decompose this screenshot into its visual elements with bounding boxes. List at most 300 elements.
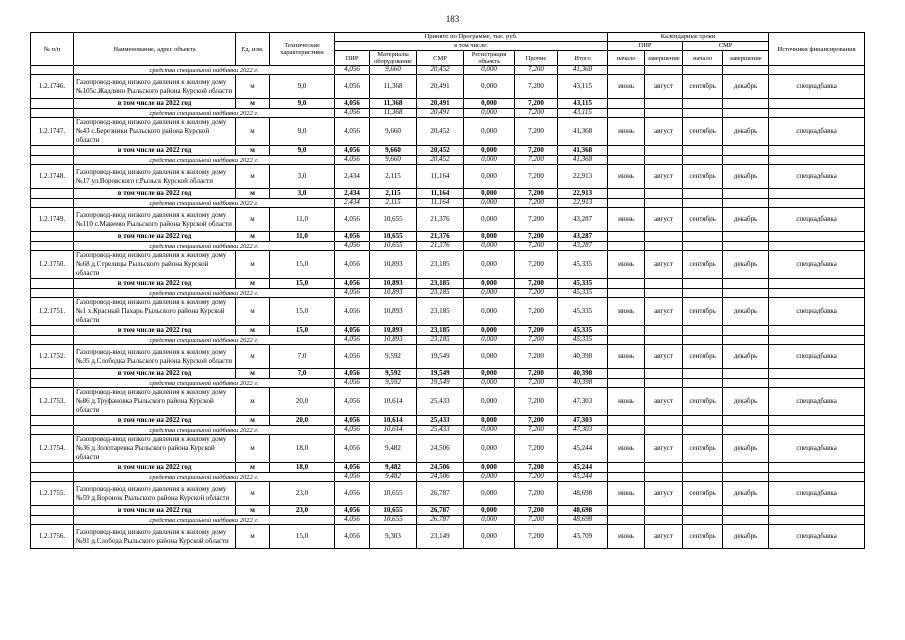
fund-smr: 20,452 bbox=[417, 156, 464, 165]
row-smr: 11,164 bbox=[417, 165, 464, 189]
total-empty-cell bbox=[769, 506, 865, 516]
total-empty-cell bbox=[723, 463, 769, 473]
row-smr-end: декабрь bbox=[723, 118, 769, 146]
total-label: в том числе на 2022 год bbox=[74, 506, 236, 516]
fund-mat: 9,660 bbox=[370, 156, 417, 165]
row-pir-start: июнь bbox=[608, 118, 645, 146]
row-smr: 23,149 bbox=[417, 525, 464, 549]
total-row-2022 bbox=[31, 146, 865, 156]
object-name: Газопровод-ввод низкого давления к жилому дому №105с.Жадлино Рыльского района Курской области bbox=[74, 75, 236, 99]
fund-empty-cell bbox=[608, 199, 645, 208]
fund-label: средства специальной надбавки 2022 г. bbox=[74, 473, 335, 482]
row-num: 1.2.1755. bbox=[31, 482, 74, 506]
fund-empty-cell bbox=[683, 379, 723, 388]
row-mat: 9,660 bbox=[370, 118, 417, 146]
row-pir-end: август bbox=[645, 345, 683, 369]
fund-reg: 0,000 bbox=[464, 516, 515, 525]
row-pir-start: июнь bbox=[608, 435, 645, 463]
table-row bbox=[31, 118, 865, 146]
total-empty-cell bbox=[769, 279, 865, 289]
row-other: 7,200 bbox=[515, 251, 558, 279]
row-reg: 0,000 bbox=[464, 345, 515, 369]
total-num-cell bbox=[31, 99, 74, 109]
row-other: 7,200 bbox=[515, 482, 558, 506]
fund-reg: 0,000 bbox=[464, 66, 515, 75]
row-total: 41,368 bbox=[558, 118, 608, 146]
row-smr-start: сентябрь bbox=[683, 165, 723, 189]
fund-empty-cell bbox=[723, 516, 769, 525]
total-num-cell bbox=[31, 279, 74, 289]
header-num: № п/п bbox=[31, 33, 74, 66]
object-name: Газопровод-ввод низкого давления к жилому дому №1 х.Красный Пахарь Рыльского района Курской области bbox=[74, 298, 236, 326]
fund-num-cell bbox=[31, 66, 74, 75]
total-smr: 25,433 bbox=[417, 416, 464, 426]
fund-total: 47,303 bbox=[558, 426, 608, 435]
total-num-cell bbox=[31, 326, 74, 336]
total-empty-cell bbox=[608, 463, 645, 473]
row-tech: 20,0 bbox=[270, 388, 335, 416]
fund-smr: 20,491 bbox=[417, 109, 464, 118]
total-empty-cell bbox=[645, 232, 683, 242]
fund-total: 40,398 bbox=[558, 379, 608, 388]
row-num: 1.2.1752. bbox=[31, 345, 74, 369]
fund-num-cell bbox=[31, 516, 74, 525]
total-empty-cell bbox=[723, 279, 769, 289]
row-tech: 15,0 bbox=[270, 298, 335, 326]
total-mat: 9,592 bbox=[370, 369, 417, 379]
table-body bbox=[31, 66, 865, 549]
total-other: 7,200 bbox=[515, 506, 558, 516]
row-smr-start: сентябрь bbox=[683, 251, 723, 279]
row-tech: 3,0 bbox=[270, 165, 335, 189]
fund-empty-cell bbox=[683, 426, 723, 435]
fund-smr: 26,787 bbox=[417, 516, 464, 525]
total-smr: 23,185 bbox=[417, 326, 464, 336]
total-pir: 4,056 bbox=[335, 279, 370, 289]
total-reg: 0,000 bbox=[464, 506, 515, 516]
row-source: спецнадбавка bbox=[769, 75, 865, 99]
fund-other: 7,200 bbox=[515, 109, 558, 118]
total-label: в том числе на 2022 год bbox=[74, 416, 236, 426]
fund-pir: 4,056 bbox=[335, 336, 370, 345]
total-pir: 4,056 bbox=[335, 232, 370, 242]
fund-num-cell bbox=[31, 109, 74, 118]
fund-empty-cell bbox=[645, 199, 683, 208]
row-smr-end: декабрь bbox=[723, 388, 769, 416]
row-other: 7,200 bbox=[515, 388, 558, 416]
total-empty-cell bbox=[683, 463, 723, 473]
row-pir: 2,434 bbox=[335, 165, 370, 189]
total-unit: м bbox=[236, 416, 270, 426]
total-mat: 10,893 bbox=[370, 326, 417, 336]
total-unit: м bbox=[236, 279, 270, 289]
fund-total: 45,335 bbox=[558, 289, 608, 298]
fund-empty-cell bbox=[769, 473, 865, 482]
total-reg: 0,000 bbox=[464, 463, 515, 473]
row-smr: 26,787 bbox=[417, 482, 464, 506]
row-smr-end: декабрь bbox=[723, 251, 769, 279]
fund-empty-cell bbox=[723, 242, 769, 251]
total-label: в том числе на 2022 год bbox=[74, 146, 236, 156]
fund-pir: 4,056 bbox=[335, 473, 370, 482]
row-other: 7,200 bbox=[515, 298, 558, 326]
total-num-cell bbox=[31, 189, 74, 199]
fund-pir: 4,056 bbox=[335, 426, 370, 435]
fund-empty-cell bbox=[769, 379, 865, 388]
total-tech: 11,0 bbox=[270, 232, 335, 242]
total-empty-cell bbox=[608, 326, 645, 336]
fund-label: средства специальной надбавки 2022 г. bbox=[74, 516, 335, 525]
fund-empty-cell bbox=[608, 336, 645, 345]
row-num: 1.2.1750. bbox=[31, 251, 74, 279]
total-empty-cell bbox=[769, 416, 865, 426]
row-other: 7,200 bbox=[515, 75, 558, 99]
row-unit: м bbox=[236, 388, 270, 416]
fund-empty-cell bbox=[683, 109, 723, 118]
total-empty-cell bbox=[769, 463, 865, 473]
fund-empty-cell bbox=[608, 426, 645, 435]
fund-smr: 23,185 bbox=[417, 289, 464, 298]
fund-empty-cell bbox=[683, 242, 723, 251]
fund-other: 7,200 bbox=[515, 156, 558, 165]
fund-reg: 0,000 bbox=[464, 156, 515, 165]
total-total: 45,335 bbox=[558, 326, 608, 336]
total-num-cell bbox=[31, 369, 74, 379]
object-name: Газопровод-ввод низкого давления к жилому дому №59 д.Воронок Рыльского района Курской области bbox=[74, 482, 236, 506]
total-tech: 20,0 bbox=[270, 416, 335, 426]
fund-empty-cell bbox=[645, 336, 683, 345]
fund-empty-cell bbox=[769, 242, 865, 251]
object-name: Газопровод-ввод низкого давления к жилому дому №86 д.Труфановка Рыльского района Курской области bbox=[74, 388, 236, 416]
header-pir-start: начало bbox=[608, 51, 645, 66]
fund-empty-cell bbox=[645, 289, 683, 298]
fund-empty-cell bbox=[683, 156, 723, 165]
fund-other: 7,200 bbox=[515, 66, 558, 75]
fund-num-cell bbox=[31, 426, 74, 435]
total-label: в том числе на 2022 год bbox=[74, 369, 236, 379]
total-empty-cell bbox=[645, 189, 683, 199]
row-pir-end: август bbox=[645, 525, 683, 549]
row-pir-end: август bbox=[645, 298, 683, 326]
total-empty-cell bbox=[683, 506, 723, 516]
row-source: спецнадбавка bbox=[769, 388, 865, 416]
fund-pir: 4,056 bbox=[335, 516, 370, 525]
row-reg: 0,000 bbox=[464, 435, 515, 463]
fund-label: средства специальной надбавки 2022 г. bbox=[74, 66, 335, 75]
fund-empty-cell bbox=[608, 473, 645, 482]
row-mat: 9,482 bbox=[370, 435, 417, 463]
total-mat: 10,655 bbox=[370, 506, 417, 516]
table-row bbox=[31, 165, 865, 189]
row-source: спецнадбавка bbox=[769, 165, 865, 189]
total-empty-cell bbox=[645, 99, 683, 109]
total-empty-cell bbox=[645, 279, 683, 289]
row-reg: 0,000 bbox=[464, 165, 515, 189]
total-pir: 4,056 bbox=[335, 99, 370, 109]
total-empty-cell bbox=[645, 463, 683, 473]
row-source: спецнадбавка bbox=[769, 118, 865, 146]
row-smr-end: декабрь bbox=[723, 525, 769, 549]
object-name: Газопровод-ввод низкого давления к жилому дому №36 д.Золотаревка Рыльского района Курской области bbox=[74, 435, 236, 463]
total-reg: 0,000 bbox=[464, 416, 515, 426]
fund-mat: 9,482 bbox=[370, 473, 417, 482]
row-num: 1.2.1748. bbox=[31, 165, 74, 189]
fund-row bbox=[31, 289, 865, 298]
row-smr: 20,491 bbox=[417, 75, 464, 99]
row-unit: м bbox=[236, 251, 270, 279]
row-smr: 23,185 bbox=[417, 298, 464, 326]
total-smr: 26,787 bbox=[417, 506, 464, 516]
total-mat: 2,115 bbox=[370, 189, 417, 199]
fund-empty-cell bbox=[723, 66, 769, 75]
total-empty-cell bbox=[683, 279, 723, 289]
fund-label: средства специальной надбавки 2022 г. bbox=[74, 336, 335, 345]
row-mat: 2,115 bbox=[370, 165, 417, 189]
fund-smr: 11,164 bbox=[417, 199, 464, 208]
row-smr-start: сентябрь bbox=[683, 435, 723, 463]
total-total: 22,913 bbox=[558, 189, 608, 199]
fund-empty-cell bbox=[723, 156, 769, 165]
row-smr: 20,452 bbox=[417, 118, 464, 146]
row-smr: 21,376 bbox=[417, 208, 464, 232]
total-total: 45,335 bbox=[558, 279, 608, 289]
fund-row bbox=[31, 156, 865, 165]
total-row-2022 bbox=[31, 189, 865, 199]
row-pir: 4,056 bbox=[335, 251, 370, 279]
row-total: 43,709 bbox=[558, 525, 608, 549]
total-empty-cell bbox=[769, 326, 865, 336]
header-cal-pir: ПИР bbox=[608, 42, 683, 51]
total-empty-cell bbox=[769, 189, 865, 199]
row-other: 7,200 bbox=[515, 208, 558, 232]
total-pir: 4,056 bbox=[335, 463, 370, 473]
fund-mat: 10,614 bbox=[370, 426, 417, 435]
row-num: 1.2.1754. bbox=[31, 435, 74, 463]
total-empty-cell bbox=[683, 416, 723, 426]
row-pir: 4,056 bbox=[335, 208, 370, 232]
fund-empty-cell bbox=[769, 156, 865, 165]
fund-reg: 0,000 bbox=[464, 289, 515, 298]
total-label: в том числе на 2022 год bbox=[74, 463, 236, 473]
row-unit: м bbox=[236, 482, 270, 506]
header-tech: Технические характеристики bbox=[270, 33, 335, 66]
fund-row bbox=[31, 336, 865, 345]
row-source: спецнадбавка bbox=[769, 208, 865, 232]
row-mat: 9,592 bbox=[370, 345, 417, 369]
table-row bbox=[31, 251, 865, 279]
total-empty-cell bbox=[608, 416, 645, 426]
fund-smr: 20,452 bbox=[417, 66, 464, 75]
row-num: 1.2.1747. bbox=[31, 118, 74, 146]
row-smr-end: декабрь bbox=[723, 435, 769, 463]
total-label: в том числе на 2022 год bbox=[74, 189, 236, 199]
row-num: 1.2.1753. bbox=[31, 388, 74, 416]
total-pir: 4,056 bbox=[335, 369, 370, 379]
row-tech: 18,0 bbox=[270, 435, 335, 463]
fund-reg: 0,000 bbox=[464, 426, 515, 435]
row-pir-start: июнь bbox=[608, 251, 645, 279]
total-other: 7,200 bbox=[515, 326, 558, 336]
row-smr-start: сентябрь bbox=[683, 525, 723, 549]
fund-other: 7,200 bbox=[515, 289, 558, 298]
total-empty-cell bbox=[645, 506, 683, 516]
total-reg: 0,000 bbox=[464, 99, 515, 109]
table-row bbox=[31, 345, 865, 369]
fund-pir: 4,056 bbox=[335, 66, 370, 75]
fund-empty-cell bbox=[683, 199, 723, 208]
total-unit: м bbox=[236, 99, 270, 109]
fund-empty-cell bbox=[683, 473, 723, 482]
fund-num-cell bbox=[31, 336, 74, 345]
fund-row bbox=[31, 473, 865, 482]
total-mat: 10,893 bbox=[370, 279, 417, 289]
fund-pir: 4,056 bbox=[335, 109, 370, 118]
fund-total: 41,368 bbox=[558, 156, 608, 165]
row-smr: 19,549 bbox=[417, 345, 464, 369]
row-tech: 15,0 bbox=[270, 525, 335, 549]
total-empty-cell bbox=[683, 326, 723, 336]
total-num-cell bbox=[31, 416, 74, 426]
fund-other: 7,200 bbox=[515, 473, 558, 482]
fund-row bbox=[31, 109, 865, 118]
fund-label: средства специальной надбавки 2022 г. bbox=[74, 242, 335, 251]
fund-label: средства специальной надбавки 2022 г. bbox=[74, 289, 335, 298]
row-unit: м bbox=[236, 118, 270, 146]
fund-empty-cell bbox=[683, 66, 723, 75]
total-pir: 4,056 bbox=[335, 506, 370, 516]
total-empty-cell bbox=[769, 232, 865, 242]
row-pir-end: август bbox=[645, 75, 683, 99]
total-empty-cell bbox=[608, 189, 645, 199]
fund-other: 7,200 bbox=[515, 426, 558, 435]
total-unit: м bbox=[236, 369, 270, 379]
total-smr: 20,452 bbox=[417, 146, 464, 156]
fund-smr: 24,506 bbox=[417, 473, 464, 482]
fund-empty-cell bbox=[608, 289, 645, 298]
total-num-cell bbox=[31, 232, 74, 242]
object-name: Газопровод-ввод низкого давления к жилому дому №110 с.Макеево Рыльского района Курской области bbox=[74, 208, 236, 232]
header-unit: Ед. изм. bbox=[236, 33, 270, 66]
row-unit: м bbox=[236, 345, 270, 369]
fund-total: 45,335 bbox=[558, 336, 608, 345]
total-label: в том числе на 2022 год bbox=[74, 326, 236, 336]
total-unit: м bbox=[236, 232, 270, 242]
fund-empty-cell bbox=[723, 379, 769, 388]
fund-empty-cell bbox=[723, 199, 769, 208]
fund-mat: 9,660 bbox=[370, 66, 417, 75]
total-total: 43,115 bbox=[558, 99, 608, 109]
total-empty-cell bbox=[723, 189, 769, 199]
row-pir: 4,056 bbox=[335, 298, 370, 326]
row-reg: 0,000 bbox=[464, 75, 515, 99]
row-unit: м bbox=[236, 165, 270, 189]
row-pir: 4,056 bbox=[335, 118, 370, 146]
total-empty-cell bbox=[769, 146, 865, 156]
fund-total: 43,287 bbox=[558, 242, 608, 251]
row-smr-end: декабрь bbox=[723, 208, 769, 232]
fund-total: 43,115 bbox=[558, 109, 608, 118]
total-mat: 10,614 bbox=[370, 416, 417, 426]
row-mat: 10,893 bbox=[370, 251, 417, 279]
row-pir-start: июнь bbox=[608, 75, 645, 99]
fund-empty-cell bbox=[769, 426, 865, 435]
fund-other: 7,200 bbox=[515, 516, 558, 525]
total-empty-cell bbox=[645, 369, 683, 379]
row-tech: 23,0 bbox=[270, 482, 335, 506]
row-other: 7,200 bbox=[515, 165, 558, 189]
header-incl: в том числе: bbox=[335, 42, 608, 51]
fund-row bbox=[31, 242, 865, 251]
header-registration: Регистрация объекта bbox=[464, 51, 515, 66]
object-name: Газопровод-ввод низкого давления к жилому дому №43 с.Березники Рыльского района Курской области bbox=[74, 118, 236, 146]
row-unit: м bbox=[236, 298, 270, 326]
row-pir-start: июнь bbox=[608, 345, 645, 369]
fund-empty-cell bbox=[683, 336, 723, 345]
row-smr-start: сентябрь bbox=[683, 298, 723, 326]
fund-row bbox=[31, 199, 865, 208]
row-mat: 9,303 bbox=[370, 525, 417, 549]
header-pir: ПИР bbox=[335, 51, 370, 66]
total-unit: м bbox=[236, 189, 270, 199]
total-label: в том числе на 2022 год bbox=[74, 99, 236, 109]
fund-other: 7,200 bbox=[515, 379, 558, 388]
header-cal-smr: СМР bbox=[683, 42, 769, 51]
total-row-2022 bbox=[31, 232, 865, 242]
fund-empty-cell bbox=[683, 516, 723, 525]
fund-empty-cell bbox=[645, 156, 683, 165]
fund-empty-cell bbox=[645, 516, 683, 525]
row-tech: 9,0 bbox=[270, 118, 335, 146]
total-empty-cell bbox=[723, 99, 769, 109]
row-pir-start: июнь bbox=[608, 388, 645, 416]
total-total: 43,287 bbox=[558, 232, 608, 242]
total-empty-cell bbox=[683, 99, 723, 109]
total-total: 40,398 bbox=[558, 369, 608, 379]
row-reg: 0,000 bbox=[464, 525, 515, 549]
row-source: спецнадбавка bbox=[769, 435, 865, 463]
fund-smr: 21,376 bbox=[417, 242, 464, 251]
header-calendar: Календарные сроки bbox=[608, 33, 769, 42]
total-mat: 11,368 bbox=[370, 99, 417, 109]
header-smr-start: начало bbox=[683, 51, 723, 66]
total-empty-cell bbox=[645, 416, 683, 426]
total-smr: 23,185 bbox=[417, 279, 464, 289]
total-smr: 11,164 bbox=[417, 189, 464, 199]
row-pir-end: август bbox=[645, 388, 683, 416]
fund-smr: 19,549 bbox=[417, 379, 464, 388]
row-source: спецнадбавка bbox=[769, 482, 865, 506]
total-empty-cell bbox=[645, 146, 683, 156]
row-pir: 4,056 bbox=[335, 482, 370, 506]
fund-reg: 0,000 bbox=[464, 109, 515, 118]
total-empty-cell bbox=[723, 326, 769, 336]
total-empty-cell bbox=[723, 232, 769, 242]
total-empty-cell bbox=[769, 369, 865, 379]
fund-row bbox=[31, 516, 865, 525]
fund-reg: 0,000 bbox=[464, 242, 515, 251]
total-tech: 9,0 bbox=[270, 99, 335, 109]
table-row bbox=[31, 298, 865, 326]
fund-mat: 10,655 bbox=[370, 516, 417, 525]
header-smr: СМР bbox=[417, 51, 464, 66]
total-empty-cell bbox=[723, 146, 769, 156]
fund-pir: 4,056 bbox=[335, 156, 370, 165]
fund-empty-cell bbox=[769, 289, 865, 298]
total-empty-cell bbox=[723, 369, 769, 379]
fund-empty-cell bbox=[723, 426, 769, 435]
fund-mat: 11,368 bbox=[370, 109, 417, 118]
row-pir: 4,056 bbox=[335, 75, 370, 99]
